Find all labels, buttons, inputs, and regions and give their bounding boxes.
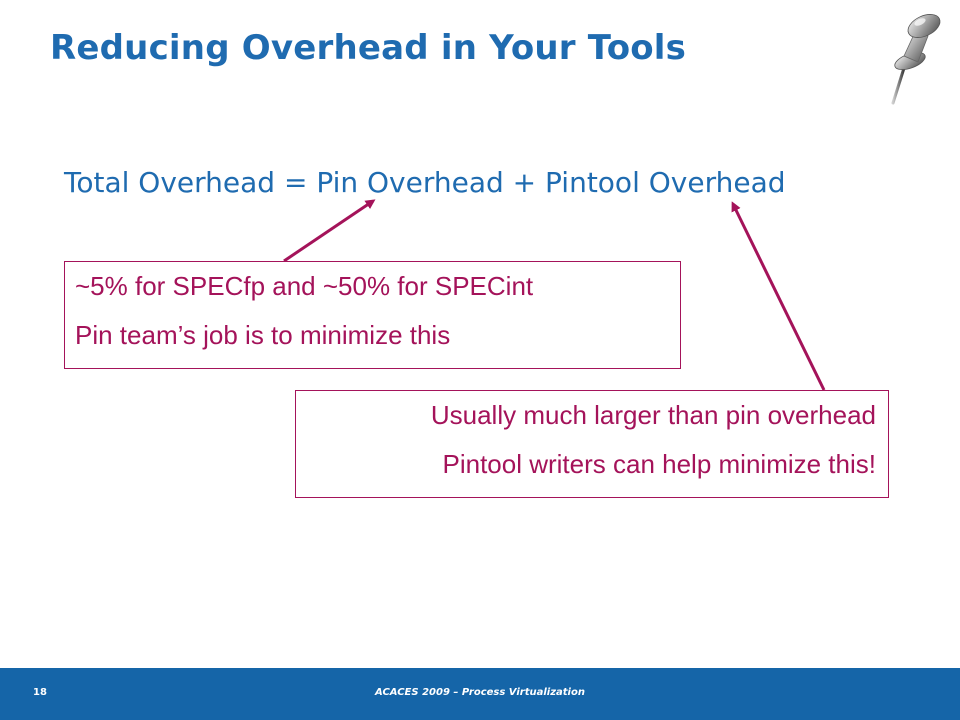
pintool-callout-line-1: Usually much larger than pin overhead [430,400,876,430]
slide-title: Reducing Overhead in Your Tools [50,28,687,68]
footer-bar [0,668,960,720]
pintool-overhead-arrow [733,204,824,390]
pin-callout-line-2: Pin team’s job is to minimize this [75,320,451,350]
overhead-equation: Total Overhead = Pin Overhead + Pintool Overhead [64,166,786,199]
footer-text: ACACES 2009 – Process Virtualization [375,687,585,698]
pintool-overhead-callout [295,390,889,498]
pin-overhead-callout [64,261,681,369]
pintool-callout-line-2: Pintool writers can help minimize this! [442,449,876,479]
pin-overhead-arrow [284,201,373,261]
pin-callout-line-1: ~5% for SPECfp and ~50% for SPECint [75,271,534,301]
page-number: 18 [33,687,47,698]
pushpin-icon [880,6,950,106]
